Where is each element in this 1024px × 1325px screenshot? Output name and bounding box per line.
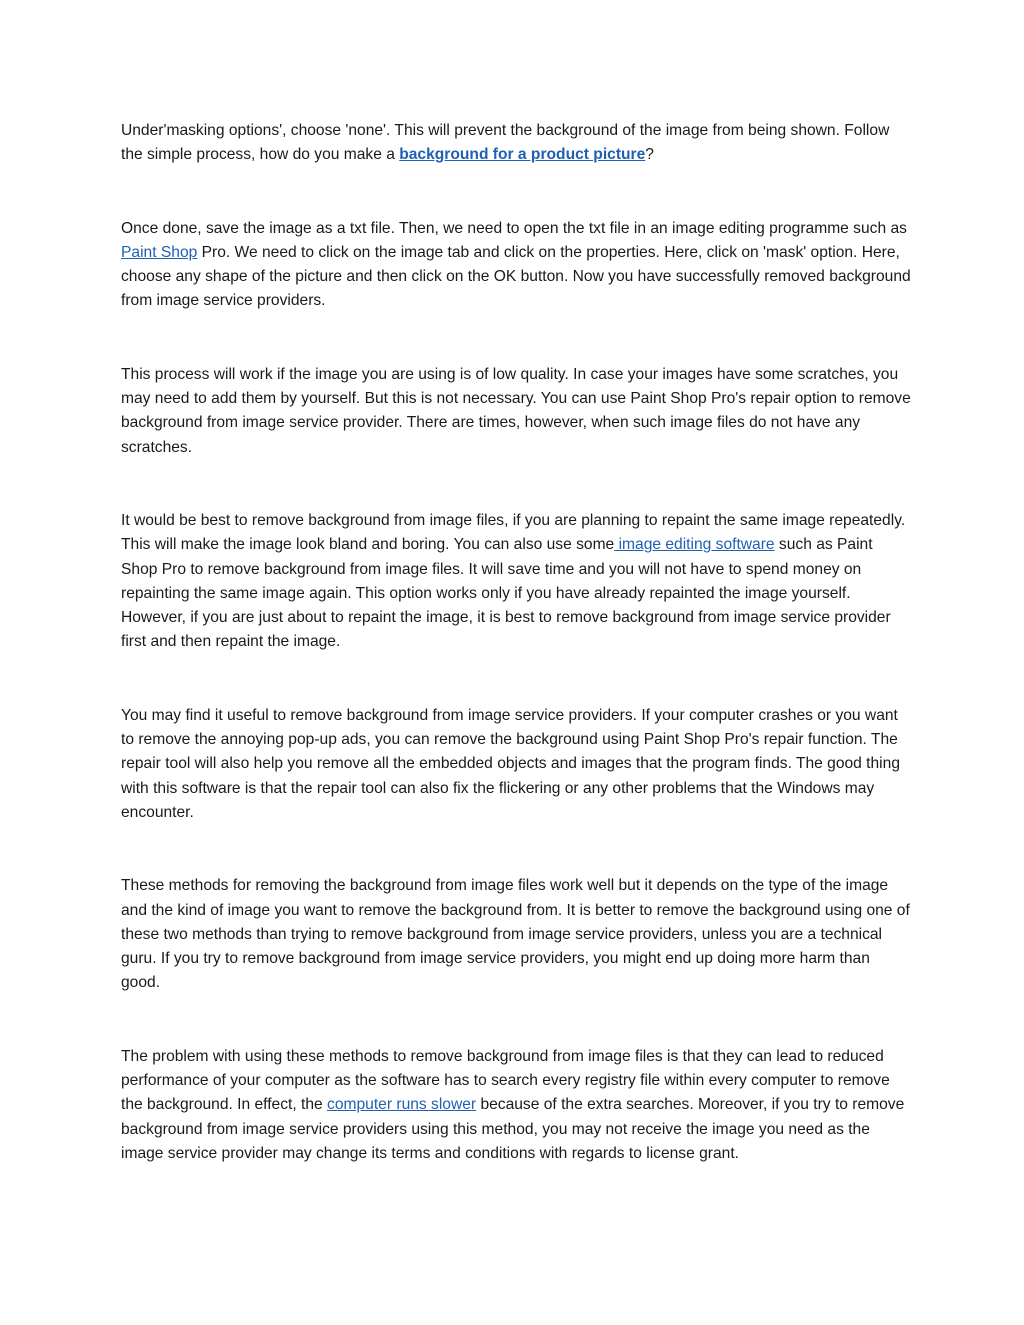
paragraph-text: such as Paint Shop Pro to remove background from image files. It will save time and you will not have to spend money on repainting the same image again. This option works only if you have already repainted the image yourself. However, if you are just about to repaint the image, it is best to remove background from image service provider first and then repaint the image. — [121, 536, 891, 651]
paragraph-methods — [121, 874, 911, 995]
paragraph-text: These methods for removing the background from image files work well but it depends on the type of the image and the kind of image you want to remove the background from. It is better to remove the background using one of these two methods than trying to remove background from image service providers, unless you are a technical guru. If you try to remove background from image service providers, you might end up doing more harm than good. — [121, 877, 910, 992]
paragraph-performance-problem — [121, 1045, 911, 1166]
link-image-editing-software[interactable]: image editing software — [614, 536, 775, 554]
paragraph-text: because of the extra searches. Moreover, if you try to remove background from image service providers using this method, you may not receive the image you need as the image service provider may change its terms and conditions with regards to license grant. — [121, 1096, 905, 1162]
paragraph-text: The problem with using these methods to remove background from image files is that they can lead to reduced performance of your computer as the software has to search every registry file within every computer to remove the background. In effect, the — [121, 1047, 890, 1114]
paragraph-text: Once done, save the image as a txt file. Then, we need to open the txt file in an image editing programme such as — [121, 219, 907, 237]
link-background-product-picture[interactable]: background for a product picture — [399, 146, 646, 164]
paragraph-text: This process will work if the image you are using is of low quality. In case your images have some scratches, you may need to add them by yourself. But this is not necessary. You can use Paint Shop Pro's repair option to remove background from image service provider. There are times, however, when such image files do not have any scratches. — [121, 365, 911, 456]
paragraph-save-txt — [121, 217, 911, 314]
paragraph-text: ? — [645, 146, 654, 164]
paragraph-text: Under'masking options', choose 'none'. This will prevent the background of the image from being shown. Follow the simple process, how do you make a — [121, 122, 890, 164]
paragraph-repaint — [121, 509, 911, 655]
document-body — [121, 119, 911, 1215]
link-paint-shop[interactable]: Paint Shop — [121, 243, 198, 261]
paragraph-repair-function — [121, 704, 911, 825]
paragraph-masking-options — [121, 119, 911, 168]
paragraph-text: Pro. We need to click on the image tab and click on the properties. Here, click on 'mask' option. Here, choose any shape of the picture and then click on the OK button. Now you have successfully removed background from image service providers. — [121, 243, 911, 310]
link-computer-runs-slower[interactable]: computer runs slower — [327, 1096, 477, 1114]
paragraph-text: It would be best to remove background from image files, if you are planning to repaint the same image repeatedly. This will make the image look bland and boring. You can also use some — [121, 511, 906, 554]
paragraph-low-quality — [121, 363, 911, 460]
paragraph-text: You may find it useful to remove background from image service providers. If your computer crashes or you want to remove the annoying pop-up ads, you can remove the background using Paint Shop Pro's repair function. The repair tool will also help you remove all the embedded objects and images that the program finds. The good thing with this software is that the repair tool can also fix the flickering or any other problems that the Windows may encounter. — [121, 706, 900, 821]
